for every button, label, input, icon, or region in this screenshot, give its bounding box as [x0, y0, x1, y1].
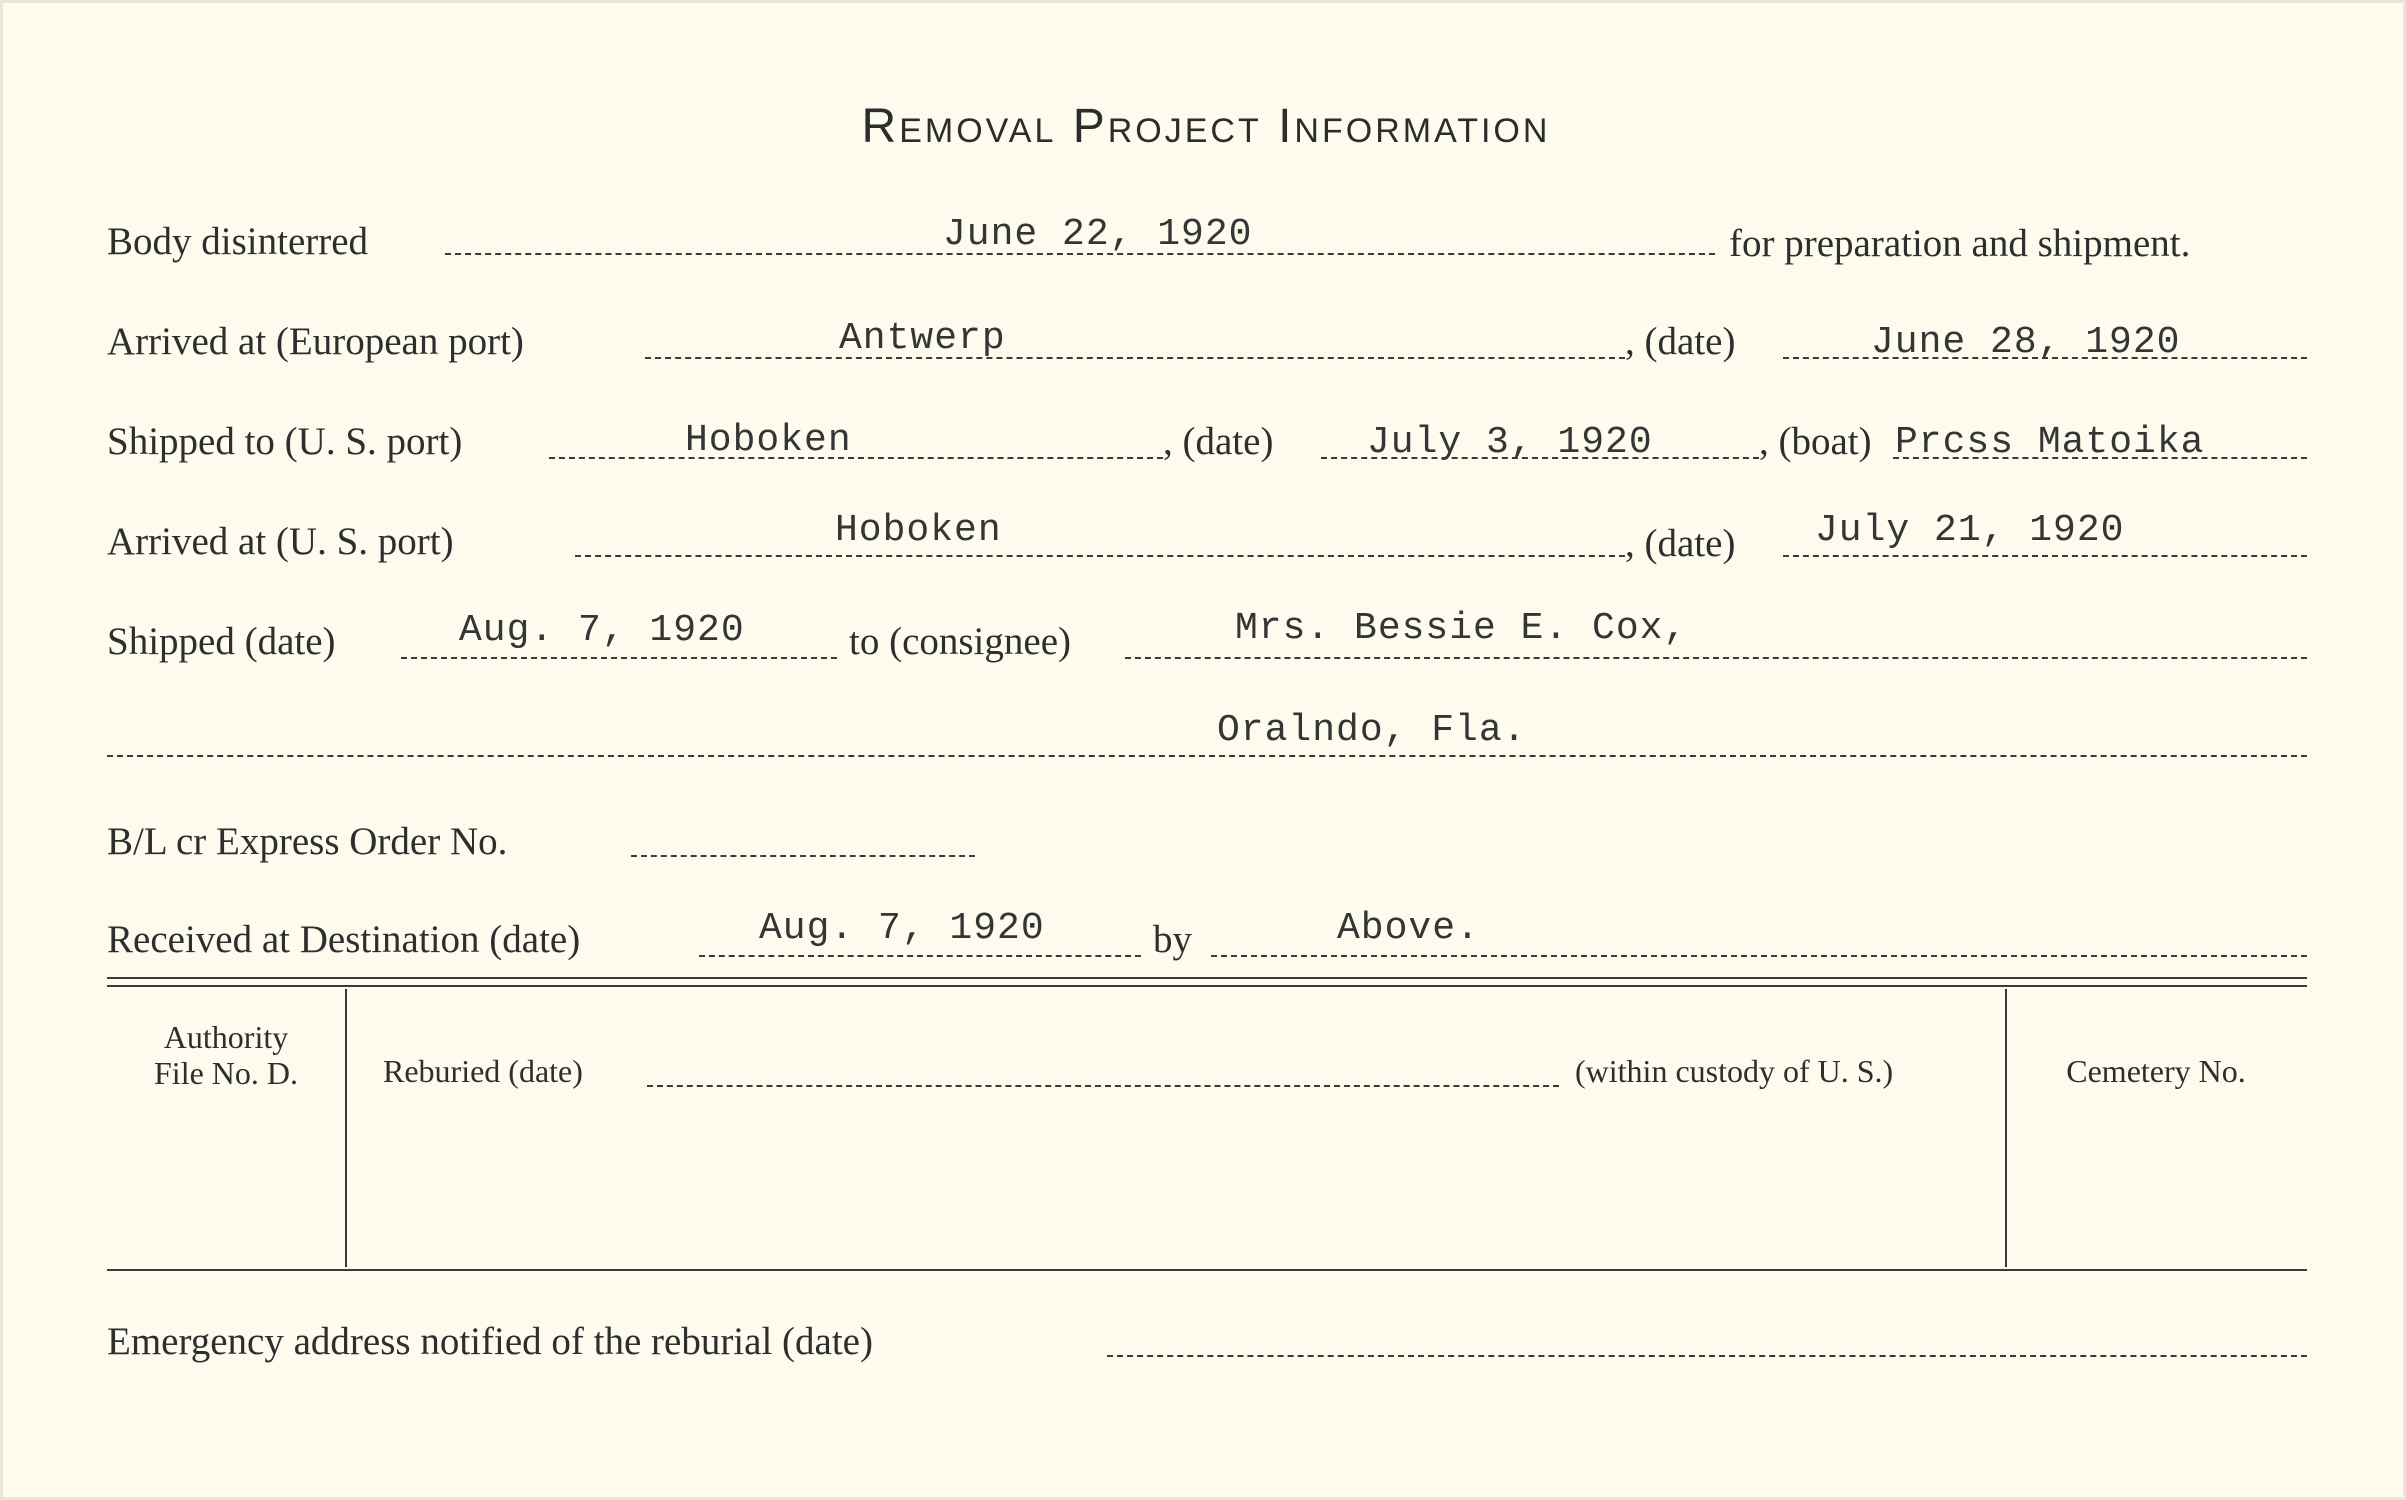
table-divider-left	[345, 989, 347, 1267]
received-label: Received at Destination (date)	[107, 918, 581, 961]
consignee-label: to (consignee)	[849, 620, 1072, 663]
shipped-us-port-value: Hoboken	[685, 419, 852, 462]
european-port-line	[645, 357, 1625, 359]
reburied-line	[647, 1085, 1559, 1087]
arrived-us-date-value: July 21, 1920	[1815, 509, 2125, 552]
consignee-line-2	[107, 755, 2307, 757]
shipped-us-date-value: July 3, 1920	[1367, 421, 1653, 464]
authority-label-line1: Authority	[163, 1019, 289, 1055]
table-divider-right	[2005, 989, 2007, 1267]
cemetery-label: Cemetery No.	[2066, 1053, 2246, 1089]
table-bottom-rule	[107, 1269, 2307, 1271]
shipped-us-port-line	[549, 457, 1163, 459]
custody-label: (within custody of U. S.)	[1575, 1053, 1894, 1089]
emergency-line	[1107, 1355, 2307, 1357]
european-port-value: Antwerp	[839, 317, 1006, 360]
consignee-value: Mrs. Bessie E. Cox,	[1235, 607, 1688, 650]
arrived-us-port-label: Arrived at (U. S. port)	[107, 520, 454, 563]
authority-label-line2: File No. D.	[154, 1055, 298, 1091]
received-by-value: Above.	[1337, 907, 1480, 950]
shipped-date-value: Aug. 7, 1920	[459, 609, 745, 652]
shipped-us-date-label: , (date)	[1163, 420, 1274, 463]
emergency-label: Emergency address notified of the reburial (date)	[107, 1320, 873, 1363]
shipped-us-port-label: Shipped to (U. S. port)	[107, 420, 463, 463]
received-by-label: by	[1153, 918, 1192, 961]
arrived-us-date-line	[1783, 555, 2307, 557]
page-title: Removal Project Information	[861, 100, 1551, 153]
received-date-line	[699, 955, 1141, 957]
shipped-us-boat-label: , (boat)	[1759, 420, 1872, 463]
reburied-label: Reburied (date)	[383, 1053, 583, 1089]
table-top-rule-2	[107, 985, 2307, 987]
shipped-date-line	[401, 657, 837, 659]
disinterred-label: Body disinterred	[107, 220, 369, 263]
arrived-us-date-label: , (date)	[1625, 522, 1736, 565]
bl-line	[631, 855, 975, 857]
european-port-label: Arrived at (European port)	[107, 320, 524, 363]
shipped-date-label: Shipped (date)	[107, 620, 336, 663]
disinterred-suffix: for preparation and shipment.	[1729, 222, 2191, 265]
arrived-us-port-value: Hoboken	[835, 509, 1002, 552]
table-top-rule	[107, 977, 2307, 979]
european-date-value: June 28, 1920	[1871, 321, 2181, 364]
received-date-value: Aug. 7, 1920	[759, 907, 1045, 950]
consignee-line	[1125, 657, 2307, 659]
european-date-label: , (date)	[1625, 320, 1736, 363]
consignee-address: Oralndo, Fla.	[1217, 709, 1527, 752]
received-by-line	[1211, 955, 2307, 957]
arrived-us-port-line	[575, 555, 1625, 557]
bl-label: B/L cr Express Order No.	[107, 820, 508, 863]
shipped-us-boat-value: Prcss Matoika	[1895, 421, 2205, 464]
disinterred-value: June 22, 1920	[943, 213, 1253, 256]
